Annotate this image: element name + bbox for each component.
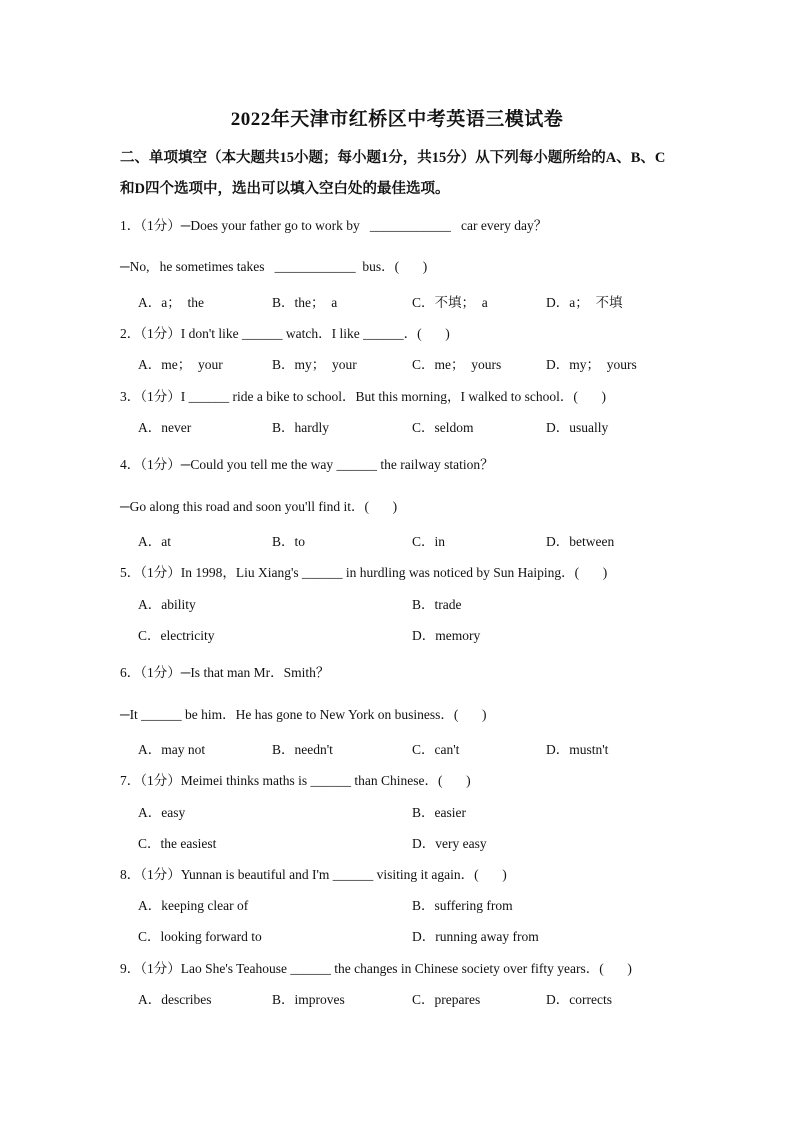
question-5-option-c[interactable]: C．electricity [138,628,215,643]
page-title: 2022年天津市红桥区中考英语三模试卷 [230,109,564,130]
question-2-option-b[interactable]: B．my； your [272,357,357,372]
question-7-option-b[interactable]: B．easier [412,805,466,820]
question-5-option-a[interactable]: A．ability [138,597,196,612]
section-header-line1: 二、单项填空（本大题共15小题；每小题1分，共15分）从下列每小题所给的A、B、C [120,150,666,166]
question-8-option-c[interactable]: C．looking forward to [138,929,262,944]
question-4-response: ─Go along this road and soon you'll find it．( ) [120,499,398,514]
question-7-option-c[interactable]: C．the easiest [138,836,217,851]
question-6-option-a[interactable]: A．may not [138,742,206,757]
question-5-stem: 5．（1分）In 1998，Liu Xiang's ______ in hurdling was noticed by Sun Haiping．( ) [120,565,608,580]
question-2-option-a[interactable]: A．me； your [138,357,223,372]
question-7-stem: 7．（1分）Meimei thinks maths is ______ than Chinese．( ) [120,773,471,788]
question-1-option-a[interactable]: A．a； the [138,295,204,310]
question-3-option-a[interactable]: A．never [138,420,192,435]
question-1-stem: 1．（1分）─Does your father go to work by ____________ car every day？ [120,218,548,233]
question-3-option-d[interactable]: D．usually [546,420,609,435]
question-4-option-c[interactable]: C．in [412,534,446,549]
question-6-option-b[interactable]: B．needn't [272,742,333,757]
question-9-option-d[interactable]: D．corrects [546,992,612,1007]
question-3-stem: 3．（1分）I ______ ride a bike to school．But this morning，I walked to school．( ) [120,389,606,404]
question-1-response: ─No, he sometimes takes ____________ bus．( ) [120,259,428,274]
question-6-stem: 6．（1分）─Is that man Mr．Smith？ [120,665,330,680]
question-8-stem: 8．（1分）Yunnan is beautiful and I'm ______ visiting it again．( ) [120,867,507,882]
question-8-option-a[interactable]: A．keeping clear of [138,898,249,913]
question-1-option-b[interactable]: B．the； a [272,295,338,310]
question-8-option-b[interactable]: B．suffering from [412,898,513,913]
question-6-response: ─It ______ be him．He has gone to New York on business．( ) [120,707,487,722]
question-2-stem: 2．（1分）I don't like ______ watch．I like ______．( ) [120,326,450,341]
question-4-option-b[interactable]: B．to [272,534,306,549]
question-9-option-a[interactable]: A．describes [138,992,212,1007]
question-6-option-d[interactable]: D．mustn't [546,742,609,757]
question-1-option-c[interactable]: C．不填； a [412,295,488,310]
question-3-option-c[interactable]: C．seldom [412,420,474,435]
question-6-option-c[interactable]: C．can't [412,742,460,757]
question-9-option-c[interactable]: C．prepares [412,992,481,1007]
question-5-option-d[interactable]: D．memory [412,628,481,643]
question-4-option-a[interactable]: A．at [138,534,171,549]
question-4-stem: 4．（1分）─Could you tell me the way ______ the railway station？ [120,457,494,472]
section-header-line2: 和D四个选项中，选出可以填入空白处的最佳选项。 [120,181,450,197]
question-8-option-d[interactable]: D．running away from [412,929,539,944]
question-1-option-d[interactable]: D．a； 不填 [546,295,623,310]
question-4-option-d[interactable]: D．between [546,534,615,549]
question-2-option-c[interactable]: C．me； yours [412,357,502,372]
question-7-option-d[interactable]: D．very easy [412,836,487,851]
question-9-stem: 9．（1分）Lao She's Teahouse ______ the changes in Chinese society over fifty years．( ) [120,961,632,976]
question-5-option-b[interactable]: B．trade [412,597,462,612]
question-7-option-a[interactable]: A．easy [138,805,186,820]
question-3-option-b[interactable]: B．hardly [272,420,329,435]
question-9-option-b[interactable]: B．improves [272,992,345,1007]
question-2-option-d[interactable]: D．my； yours [546,357,637,372]
